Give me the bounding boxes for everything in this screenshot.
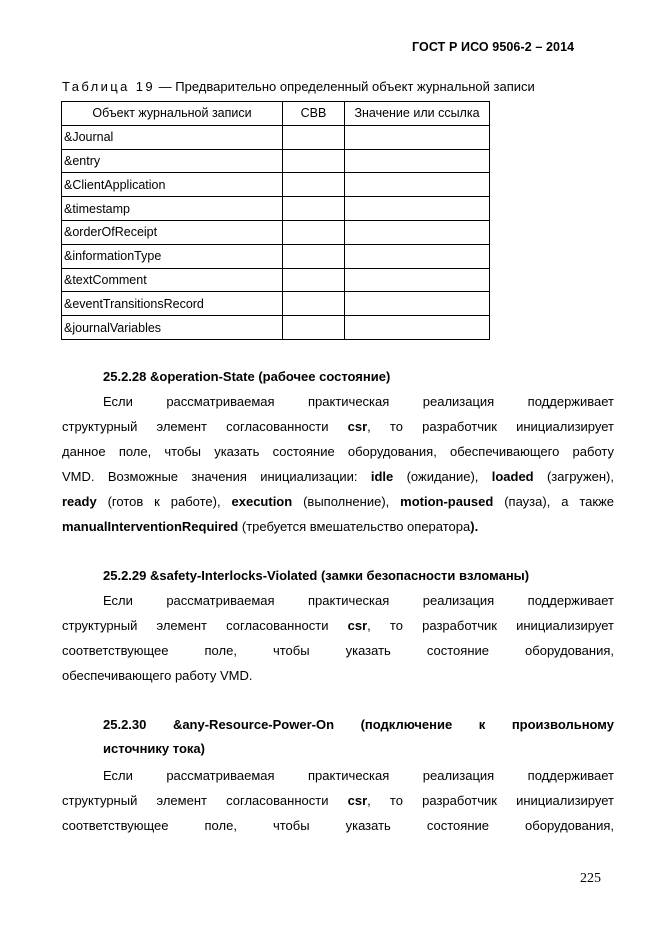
page-number: 225	[580, 871, 601, 886]
table-cell-svv	[283, 268, 345, 292]
table-cell-object: &textComment	[62, 268, 283, 292]
paragraph-line: Если рассматриваемая практическая реализация поддерживает	[103, 394, 614, 409]
table-cell-value	[345, 173, 490, 197]
table-cell-svv	[283, 244, 345, 268]
paragraph-line: соответствующее поле, чтобы указать состояние оборудования,	[62, 818, 614, 833]
table-cell-value	[345, 292, 490, 316]
table-row	[62, 220, 490, 244]
table-cell-svv	[283, 197, 345, 221]
paragraph-line: структурный элемент согласованности csr, то разработчик инициализирует	[62, 618, 614, 633]
paragraph-line: ready (готов к работе), execution (выполнение), motion-paused (пауза), а также	[62, 494, 614, 509]
paragraph-line: Если рассматриваемая практическая реализация поддерживает	[103, 768, 614, 783]
column-header-value: Значение или ссылка	[345, 102, 490, 126]
table-cell-svv	[283, 292, 345, 316]
table-row	[62, 149, 490, 173]
table-cell-svv	[283, 316, 345, 340]
table-cell-value	[345, 197, 490, 221]
table-cell-object: &eventTransitionsRecord	[62, 292, 283, 316]
table-cell-svv	[283, 149, 345, 173]
paragraph-line: Если рассматриваемая практическая реализация поддерживает	[103, 593, 614, 608]
table-cell-value	[345, 316, 490, 340]
section-heading-25-2-29: 25.2.29 &safety-Interlocks-Violated (замки безопасности взломаны)	[103, 568, 530, 583]
paragraph-line: manualInterventionRequired (требуется вмешательство оператора).	[62, 519, 479, 534]
table-row	[62, 244, 490, 268]
paragraph-line: данное поле, чтобы указать состояние оборудования, обеспечивающего работу	[62, 444, 614, 459]
paragraph-line: структурный элемент согласованности csr, то разработчик инициализирует	[62, 793, 614, 808]
table-row	[62, 268, 490, 292]
section-heading-25-2-30: 25.2.30 &any-Resource-Power-On (подключение к произвольному	[103, 717, 614, 732]
table-caption-text: — Предварительно определенный объект журнальной записи	[155, 79, 535, 94]
table-cell-object: &entry	[62, 149, 283, 173]
table-row	[62, 125, 490, 149]
table-cell-object: &informationType	[62, 244, 283, 268]
column-header-object: Объект журнальной записи	[62, 102, 283, 126]
table-cell-svv	[283, 125, 345, 149]
table-caption	[62, 79, 535, 94]
table-cell-object: &orderOfReceipt	[62, 220, 283, 244]
table-cell-value	[345, 125, 490, 149]
table-row	[62, 316, 490, 340]
paragraph-line: соответствующее поле, чтобы указать состояние оборудования,	[62, 643, 614, 658]
column-header-svv: СВВ	[283, 102, 345, 126]
table-cell-svv	[283, 173, 345, 197]
table-cell-value	[345, 244, 490, 268]
paragraph-line: структурный элемент согласованности csr, то разработчик инициализирует	[62, 419, 614, 434]
table-cell-object: &Journal	[62, 125, 283, 149]
table-header-row	[62, 102, 490, 126]
table-cell-value	[345, 268, 490, 292]
table-cell-svv	[283, 220, 345, 244]
table-cell-value	[345, 220, 490, 244]
table-row	[62, 292, 490, 316]
table-caption-label: Таблица 19	[62, 79, 156, 94]
table-row	[62, 197, 490, 221]
journal-entry-table	[61, 101, 490, 340]
table-row	[62, 173, 490, 197]
section-heading-25-2-30-cont: источнику тока)	[103, 741, 205, 756]
paragraph-line: обеспечивающего работу VMD.	[62, 668, 253, 683]
table-cell-object: &ClientApplication	[62, 173, 283, 197]
paragraph-line: VMD. Возможные значения инициализации: idle (ожидание), loaded (загружен),	[62, 469, 614, 484]
document-header: ГОСТ Р ИСО 9506-2 – 2014	[412, 40, 575, 54]
section-heading-25-2-28: 25.2.28 &operation-State (рабочее состояние)	[103, 369, 391, 384]
table-cell-object: &timestamp	[62, 197, 283, 221]
table-cell-object: &journalVariables	[62, 316, 283, 340]
table-cell-value	[345, 149, 490, 173]
